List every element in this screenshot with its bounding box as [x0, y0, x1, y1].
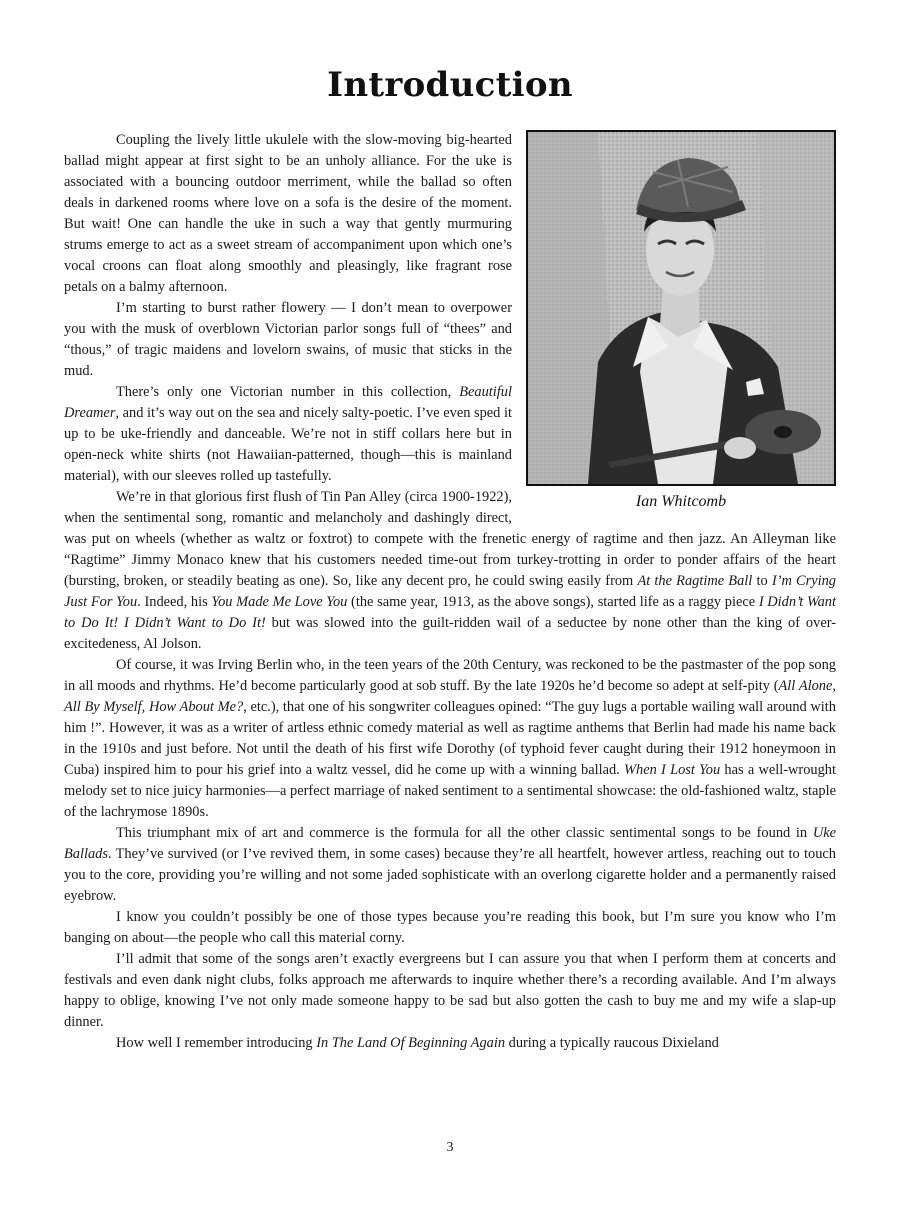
italic-title-text: I’m Crying Just For You: [64, 573, 836, 610]
page-number: 3: [446, 1140, 454, 1155]
paragraph-text: (the same year, 1913, as the above songs), started life as a raggy piece: [347, 594, 759, 610]
paragraph: [64, 1033, 836, 1054]
italic-title-text: At the Ragtime Ball: [637, 573, 753, 589]
italic-title-text: All Alone, All By Myself, How About Me?: [64, 678, 836, 715]
paragraph-text: during a typically raucous Dixieland: [505, 1035, 719, 1051]
paragraph-text: We’re in that glorious first flush of Tin Pan Alley (circa 1900-1922), when the sentimental song, romantic and melancholy and dashingly direct, was put on wheels (whether as waltz or foxtrot) to compete with the frenetic energy of ragtime and then jazz. An Alleyman like “Ragtime” Jimmy Monaco knew that his customers needed time-out from turkey-trotting in order to ponder affairs of the heart (bursting, broken, or steadily beating as one). So, like any decent pro, he could swing easily from: [64, 489, 836, 589]
photo-caption: Ian Whitcomb: [635, 493, 727, 510]
paragraph-text: I’ll admit that some of the songs aren’t exactly evergreens but I can assure you that when I perform them at concerts and festivals and even dank night clubs, folks approach me afterwards to inquire whether there’s a recording available. And I’m always happy to oblige, knowing I’ve not only made someone happy to be sad but also gotten the cash to buy me and my wife a slap-up dinner.: [64, 951, 836, 1030]
paragraph-text: . Indeed, his: [137, 594, 212, 610]
paragraph-text: , and it’s way out on the sea and nicely salty-poetic. I’ve even sped it up to be uke-friendly and danceable. We’re not in stiff collars here but in open-neck white shirts (not Hawaiian-patterned, though—this is mainland material), with our sleeves rolled up tastefully.: [64, 405, 512, 484]
paragraph-text: How well I remember introducing: [116, 1035, 317, 1051]
italic-title-text: Beautiful Dreamer: [64, 384, 512, 421]
italic-title-text: You Made Me Love You: [211, 594, 348, 610]
page-title: Introduction: [327, 64, 573, 105]
paragraph-text: . They’ve survived (or I’ve revived them, in some cases) because they’re all heartfelt, however artless, reaching out to touch you to the core, providing you’re willing and not some jaded sophisticate with an overlong cigarette holder and a permanently raised eyebrow.: [64, 846, 836, 904]
paragraph-text: has a well-wrought melody set to nice juicy harmonies—a perfect marriage of naked sentiment to a sentimental showcase: the old-fashioned waltz, staple of the lachrymose 1890s.: [64, 762, 836, 820]
paragraph-text: Of course, it was Irving Berlin who, in the teen years of the 20th Century, was reckoned to be the pastmaster of the pop song in all moods and rhythms. He’d become particularly good at sob stuff. By the late 1920s he’d become so adept at self-pity (: [64, 657, 836, 694]
paragraph-text: , etc.), that one of his songwriter colleagues opined: “The guy lugs a portable wailing wall around with him !”. However, it was as a writer of artless ethnic comedy material as well as ragtime anthems that Berlin had made his name back in the 1910s and just before. Not until the death of his first wife Dorothy (of typhoid fever caught during their 1912 honeymoon in Cuba) inspired him to pour his grief into a waltz vessel, did he come up with a winning ballad.: [64, 699, 836, 778]
paragraph: [64, 655, 836, 823]
paragraph-text: but was slowed into the guilt-ridden wail of a seductee by none other than the king of over-excitedeness, Al Jolson.: [64, 615, 836, 652]
paragraph-text: There’s only one Victorian number in this collection,: [116, 384, 460, 400]
paragraph-text: I know you couldn’t possibly be one of those types because you’re reading this book, but I’m sure you know who I’m banging on about—the people who call this material corny.: [64, 909, 836, 946]
paragraph-text: This triumphant mix of art and commerce is the formula for all the other classic sentimental songs to be found in: [116, 825, 813, 841]
paragraph: [64, 949, 836, 1033]
paragraph: [64, 907, 836, 949]
italic-title-text: In The Land Of Beginning Again: [316, 1035, 506, 1051]
figure: [526, 130, 836, 522]
italic-title-text: Uke Ballads: [64, 825, 836, 862]
paragraph-text: I’m starting to burst rather flowery — I don’t mean to overpower you with the musk of overblown Victorian parlor songs full of “thees” and “thous,” of tragic maidens and lovelorn swains, of music that sticks in the mud.: [64, 300, 512, 379]
italic-title-text: I Didn’t Want to Do It! I Didn’t Want to Do It!: [64, 594, 836, 631]
body-text: [64, 130, 836, 1054]
paragraph-text: to: [752, 573, 772, 589]
italic-title-text: When I Lost You: [624, 762, 721, 778]
portrait-photo: [526, 130, 836, 486]
paragraph: [64, 823, 836, 907]
paragraph-text: Coupling the lively little ukulele with the slow-moving big-hearted ballad might appear at first sight to be an unholy alliance. For the uke is associated with a bouncing outdoor merriment, while the ballad so often deals in darkened rooms where love on a sofa is the desire of the moment. But wait! One can handle the uke in such a way that gently murmuring strums emerge to act as a sweet stream of accompaniment upon which one’s vocal croons can float along smoothly and pleasingly, like fragrant rose petals on a balmy afternoon.: [64, 132, 512, 295]
